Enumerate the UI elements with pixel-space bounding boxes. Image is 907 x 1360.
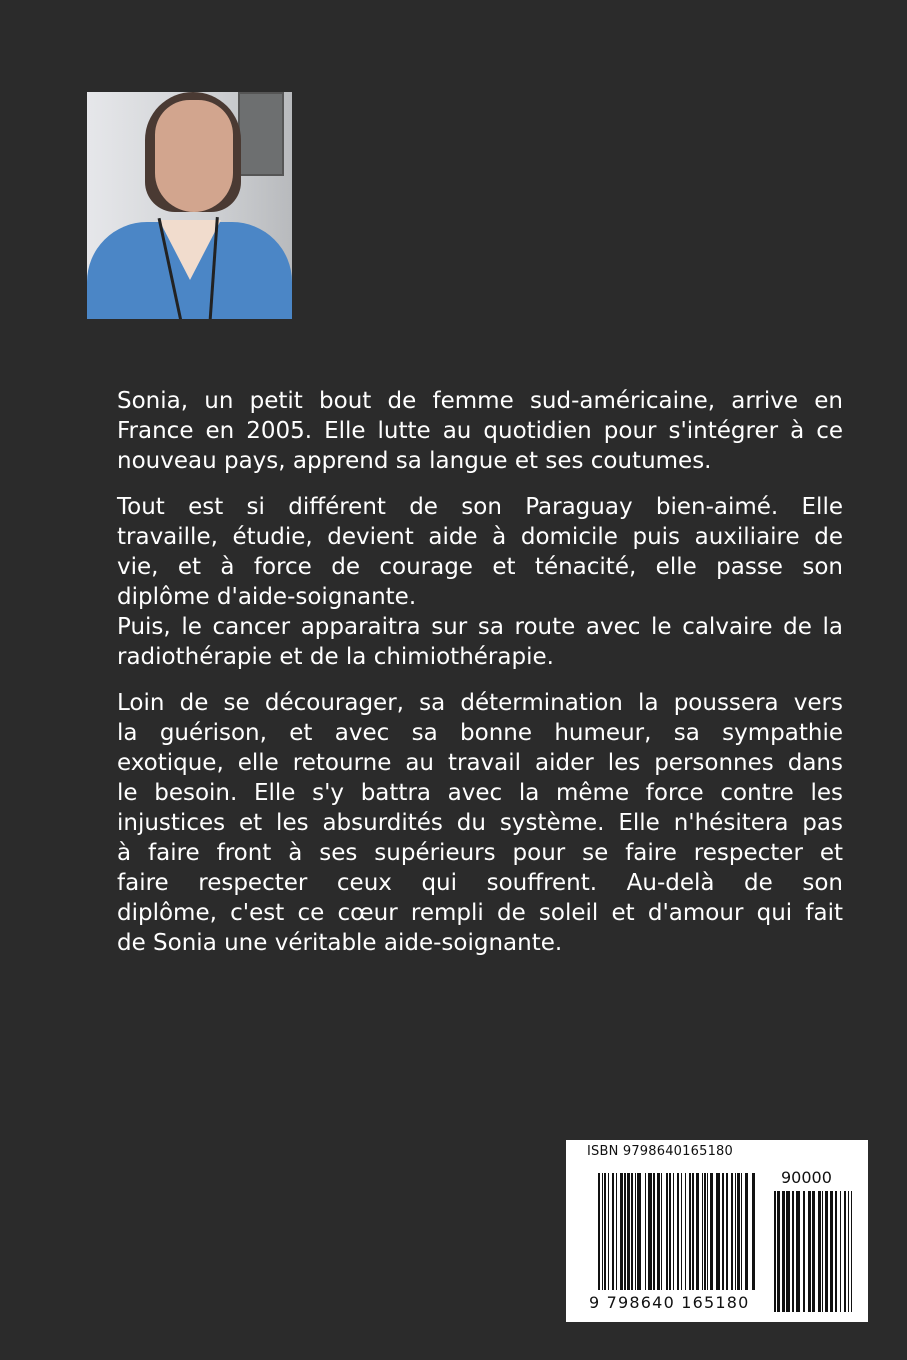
barcode-bar — [786, 1191, 790, 1312]
barcode-bar — [792, 1191, 794, 1312]
barcode-bar — [604, 1173, 606, 1290]
barcode-bar — [774, 1191, 776, 1312]
blurb-line: faire respecter ceux qui souffrent. Au-delà de son — [117, 870, 843, 896]
barcode-bar — [782, 1191, 785, 1312]
barcode-bar — [598, 1173, 600, 1290]
barcode-bar — [637, 1173, 641, 1290]
barcode-bar — [602, 1173, 603, 1290]
blurb-line: radiothérapie et de la chimiothérapie. — [117, 644, 554, 670]
blurb-line: la guérison, et avec sa bonne humeur, sa sympathie — [117, 720, 843, 746]
blurb-line: Puis, le cancer apparaitra sur sa route avec le calvaire de la — [117, 614, 843, 640]
barcode-bar — [704, 1173, 706, 1290]
blurb-line: Sonia, un petit bout de femme sud-américaine, arrive en — [117, 388, 843, 414]
barcode-bar — [851, 1191, 852, 1312]
barcode-bar — [645, 1173, 646, 1290]
blurb-line: injustices et les absurdités du système. Elle n'hésitera pas — [117, 810, 843, 836]
barcode-bar — [737, 1173, 740, 1290]
barcode-bar — [677, 1173, 679, 1290]
barcode-bar — [702, 1173, 703, 1290]
blurb-line: France en 2005. Elle lutte au quotidien pour s'intégrer à ce — [117, 418, 843, 444]
barcode-bar — [808, 1191, 811, 1312]
price-addon: 90000 — [781, 1168, 832, 1187]
blurb-line: à faire front à ses supérieurs pour se faire respecter et — [117, 840, 843, 866]
barcode-bar — [777, 1191, 780, 1312]
barcode-bar — [741, 1173, 742, 1290]
barcode-bar — [818, 1191, 821, 1312]
isbn-label: ISBN 9798640165180 — [587, 1144, 733, 1159]
blurb-line: diplôme d'aide-soignante. — [117, 584, 417, 610]
barcode-bar — [657, 1173, 660, 1290]
barcode-bar — [666, 1173, 668, 1290]
barcode-digits: 9 798640 165180 — [589, 1293, 750, 1312]
barcode-bar — [627, 1173, 630, 1290]
barcode-bar — [673, 1173, 674, 1290]
isbn-barcode — [566, 1140, 868, 1322]
barcode-bar — [835, 1191, 837, 1312]
barcode-bar — [624, 1173, 626, 1290]
blurb-line: le besoin. Elle s'y battra avec la même force contre les — [117, 780, 843, 806]
barcode-bar — [796, 1191, 800, 1312]
barcode-bar — [745, 1173, 748, 1290]
barcode-bar — [825, 1191, 828, 1312]
barcode-bar — [726, 1173, 728, 1290]
barcode-bar — [735, 1173, 736, 1290]
barcode-bar — [707, 1173, 708, 1290]
blurb-line: travaille, étudie, devient aide à domicile puis auxiliaire de — [117, 524, 843, 550]
blurb-paragraph — [117, 688, 843, 958]
barcode-bar — [752, 1173, 755, 1290]
barcode-bar — [848, 1191, 849, 1312]
barcode-bar — [696, 1173, 699, 1290]
barcode-bar — [716, 1173, 720, 1290]
barcode-bar — [685, 1173, 686, 1290]
barcode-bar — [653, 1173, 655, 1290]
barcode-bar — [722, 1173, 724, 1290]
photo-face — [155, 100, 233, 212]
barcode-bar — [648, 1173, 652, 1290]
barcode-bar — [661, 1173, 662, 1290]
barcode-bar — [803, 1191, 805, 1312]
barcode-bar — [620, 1173, 623, 1290]
barcode-bar — [812, 1191, 815, 1312]
barcode-bar — [731, 1173, 733, 1290]
blurb-line: vie, et à force de courage et ténacité, elle passe son — [117, 554, 843, 580]
author-photo — [87, 92, 292, 319]
barcode-bar — [612, 1173, 614, 1290]
barcode-bar — [840, 1191, 841, 1312]
barcode-bar — [635, 1173, 636, 1290]
back-cover-blurb — [117, 386, 843, 974]
blurb-line: exotique, elle retourne au travail aider les personnes dans — [117, 750, 843, 776]
blurb-paragraph — [117, 386, 843, 476]
barcode-bar — [608, 1173, 609, 1290]
barcode-bar — [616, 1173, 617, 1290]
barcode-bar — [681, 1173, 682, 1290]
barcode-bar — [844, 1191, 846, 1312]
barcode-bar — [692, 1173, 694, 1290]
blurb-line: Loin de se décourager, sa détermination la poussera vers — [117, 690, 843, 716]
blurb-line: Tout est si différent de son Paraguay bien-aimé. Elle — [117, 494, 843, 520]
barcode-bar — [669, 1173, 671, 1290]
barcode-bar — [689, 1173, 691, 1290]
barcode-bar — [710, 1173, 713, 1290]
barcode-bar — [830, 1191, 833, 1312]
blurb-line: diplôme, c'est ce cœur rempli de soleil et d'amour qui fait — [117, 900, 843, 926]
blurb-paragraph — [117, 492, 843, 672]
photo-door — [238, 92, 284, 176]
barcode-bar — [822, 1191, 823, 1312]
barcode-bar — [631, 1173, 633, 1290]
blurb-line: nouveau pays, apprend sa langue et ses coutumes. — [117, 448, 712, 474]
blurb-line: de Sonia une véritable aide-soignante. — [117, 930, 563, 956]
